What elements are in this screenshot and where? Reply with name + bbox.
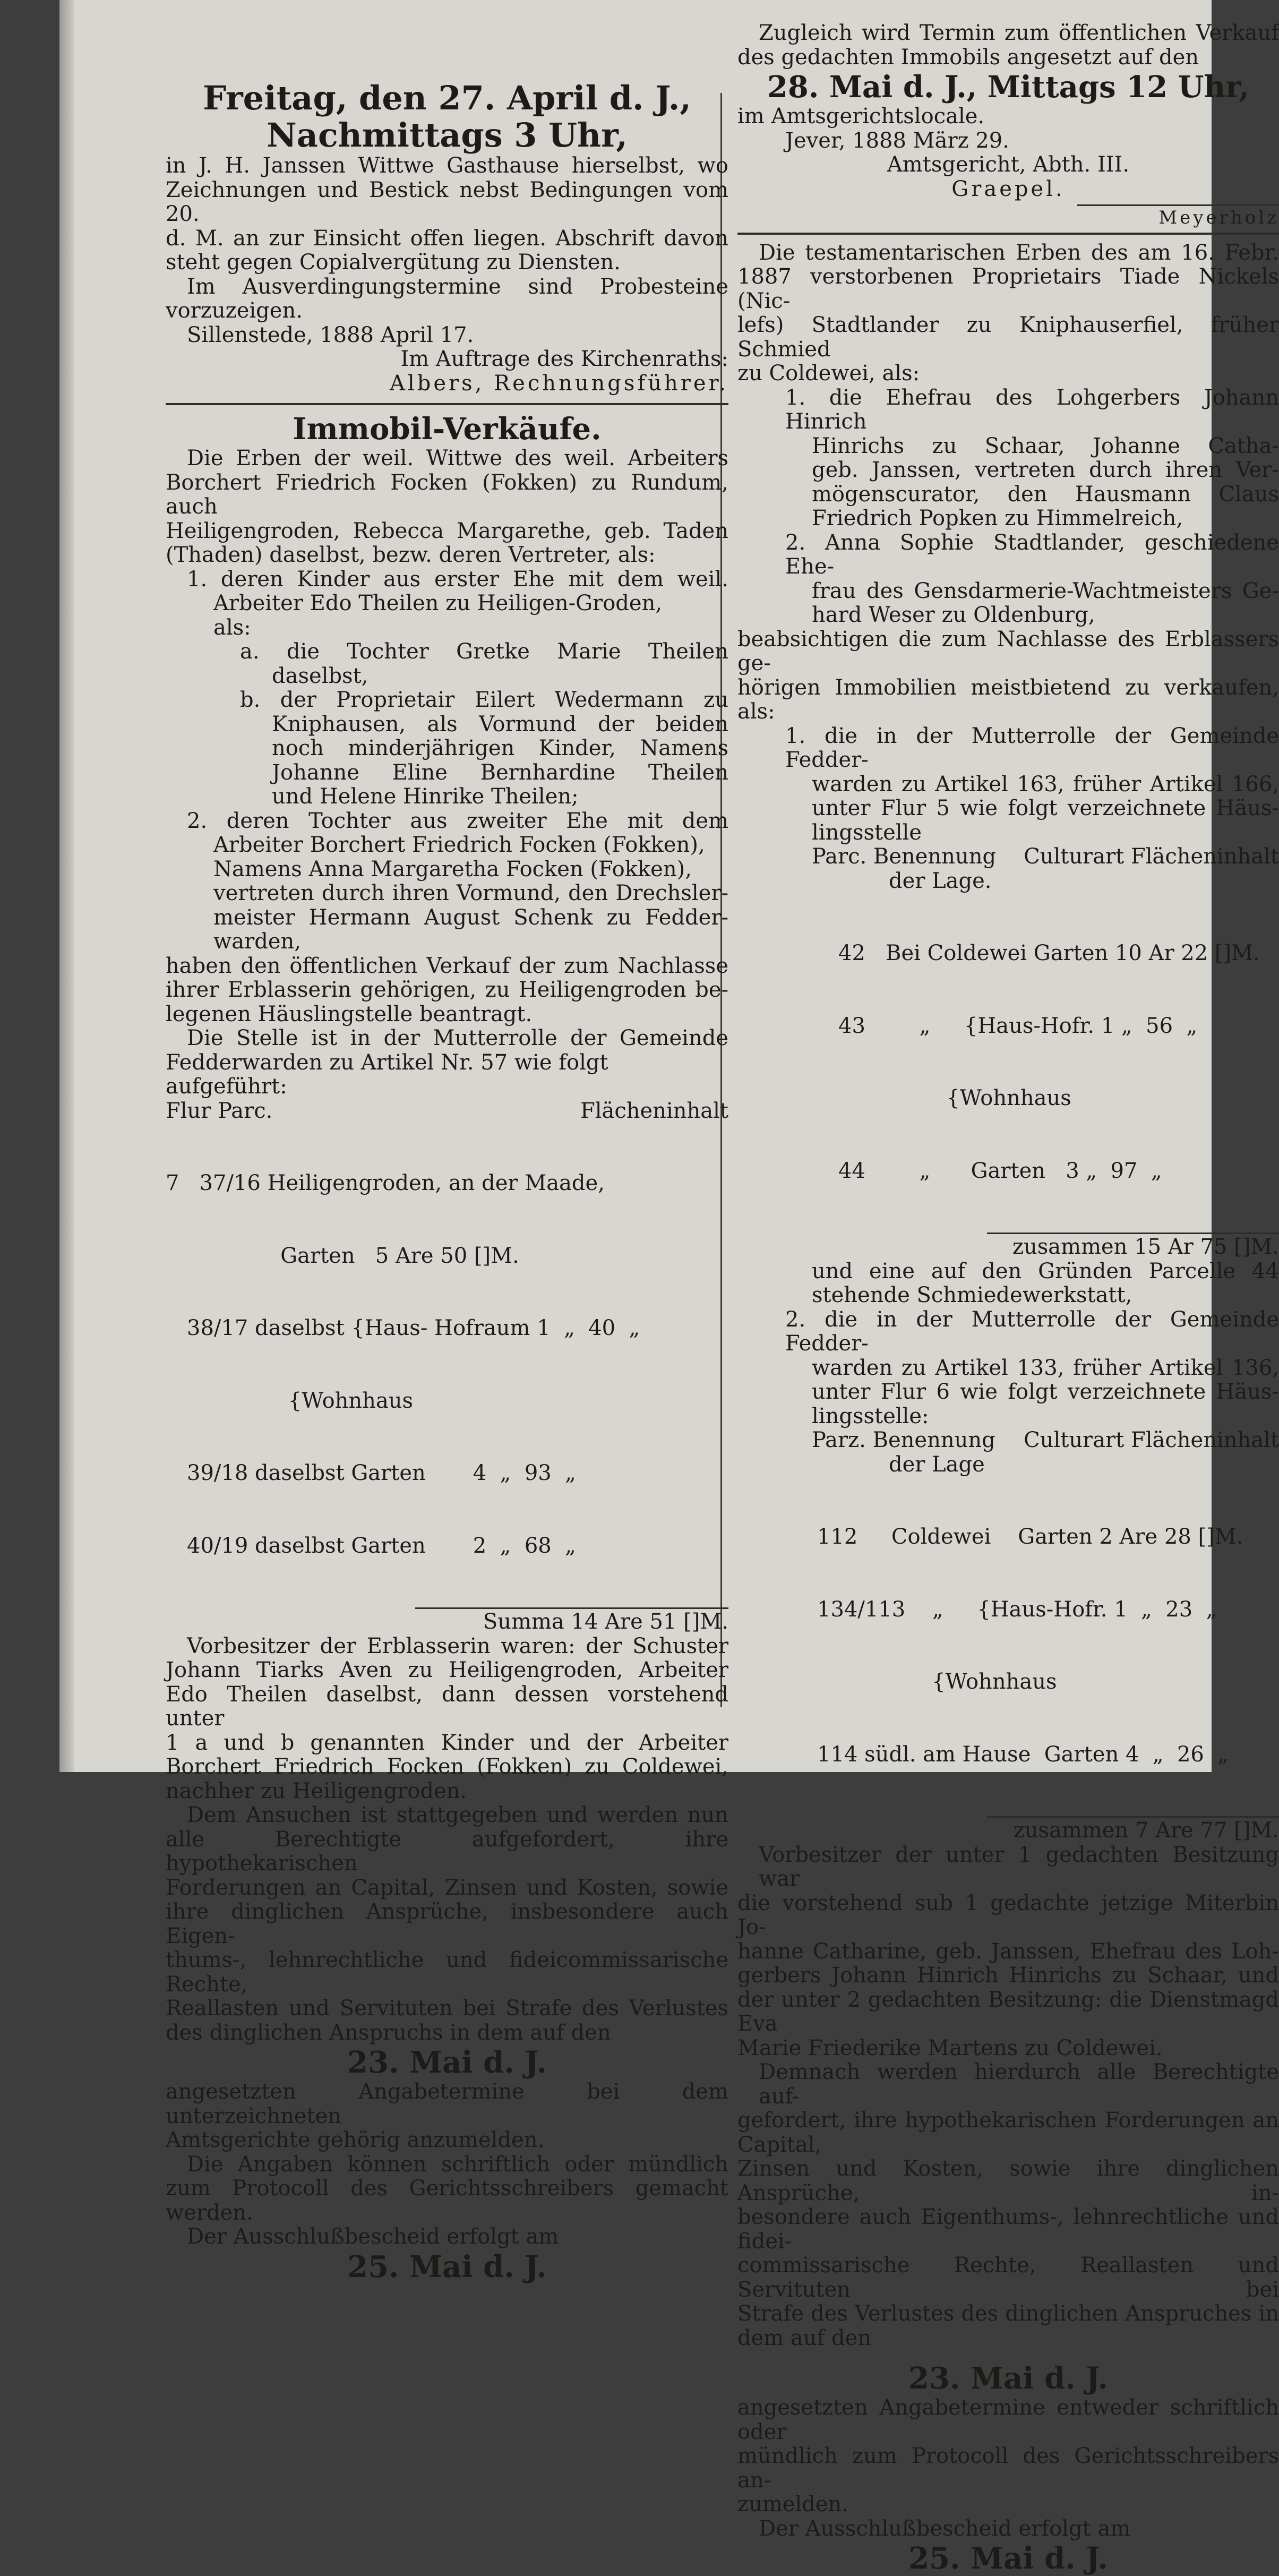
text-line: Vorbesitzer der unter 1 gedachten Besitzung war [759,1842,1279,1891]
signature: Albers, Rechnungsführer. [390,371,728,396]
table-row: 40/19 daselbst Garten 2 „ 68 „ [187,1533,576,1558]
text-line: warden zu Artikel 133, früher Artikel 136, [812,1355,1279,1380]
text-line: Borchert Friedrich Focken (Fokken) zu Coldewei, [166,1755,728,1779]
text-line: warden zu Artikel 163, früher Artikel 166, [812,772,1279,797]
table-row: 134/113 „ {Haus-Hofr. 1 „ 23 „ [817,1597,1217,1622]
header-area: Flächeninhalt [580,1098,728,1123]
table1-sum: zusammen 15 Ar 75 []M. [1012,1235,1279,1259]
heir-item-1 [737,386,1279,531]
text-line: Zugleich wird Termin zum öffentlichen Verkauf [759,21,1279,45]
text-line: 2. Anna Sophie Stadtlander, geschiedene Ehe- [785,530,1279,579]
text-line: Die Erben der weil. Wittwe des weil. Arbeiters [187,446,728,470]
request-paragraph [166,954,728,1099]
heirs-paragraph [737,241,1279,386]
header-location: der Lage [889,1452,985,1477]
header-location: der Lage. [889,868,992,893]
text-line: lingsstelle: [812,1403,929,1428]
intent-paragraph [737,628,1279,724]
text-line: Forderungen an Capital, Zinsen und Kosten, sowie [166,1875,728,1900]
heir-item-2 [166,809,728,954]
text-line: Fedderwarden zu Artikel Nr. 57 wie folgt aufgeführt: [166,1050,608,1099]
heir-item-2 [737,531,1279,628]
table-row: {Wohnhaus [817,1670,1057,1694]
decision-date: 25. Mai d. J. [908,2541,1108,2576]
text-line: d. M. an zur Einsicht offen liegen. Abschrift davon [166,226,728,251]
text-line: lingsstelle [812,820,922,845]
text-line: hörigen Immobilien meistbietend zu verkaufen, als: [737,675,1279,724]
text-line: alle Berechtigte aufgefordert, ihre hypothekarischen [166,1827,728,1876]
text-line: 1. die in der Mutterrolle der Gemeinde Fedder- [785,723,1279,772]
text-line: Kniphausen, als Vormund der beiden [272,712,728,737]
header-parc: Parc. Benennung [812,844,997,869]
auction-date-heading: Freitag, den 27. April d. J., [203,79,691,117]
text-line: unter Flur 5 wie folgt verzeichnete Häus- [812,796,1279,820]
text-line: unter Flur 6 wie folgt verzeichnete Häus- [812,1380,1279,1404]
text-line: angesetzten Angabetermine entweder schriftlich oder [737,2395,1279,2444]
table2-header [737,1428,1279,1453]
text-line: 1. deren Kinder aus erster Ehe mit dem weil. [187,567,728,592]
text-line: Zeichnungen und Bestick nebst Bedingungen vom 20. [166,177,728,226]
text-line: Strafe des Verlustes des dinglichen Anspruches in [737,2301,1279,2326]
table-row: 114 südl. am Hause Garten 4 „ 26 „ [817,1742,1229,1767]
text-line: des gedachten Immobils angesetzt auf den [737,45,1199,70]
intro-paragraph [166,447,728,568]
place-date: Sillenstede, 1888 April 17. [187,322,474,347]
sum-rule [987,1233,1279,1234]
text-line: meister Hermann August Schenk zu Fedder- [213,905,728,930]
text-line: lefs) Stadtlander zu Kniphauserfiel, früher Schmied [737,313,1279,362]
newspaper-page [59,0,1279,2576]
header-culture: Culturart Flächeninhalt [1024,1428,1279,1452]
table2 [737,1477,1279,1815]
place-date: Jever, 1888 März 29. [785,128,1009,153]
text-line: zu Coldewei, als: [737,361,920,386]
text-line: in J. H. Janssen Wittwe Gasthause hierselbst, wo [166,153,728,178]
text-line: hanne Catharine, geb. Janssen, Ehefrau des Loh- [737,1939,1279,1964]
deadline-date: 23. Mai d. J. [347,2045,547,2080]
text-line: 1887 verstorbenen Proprietairs Tiade Nickels (Nic- [737,264,1279,313]
text-line: und eine auf den Gründen Parcelle 44 [812,1259,1279,1283]
table-row: 42 Bei Coldewei Garten 10 Ar 22 []M. [838,941,1260,965]
table1 [737,893,1279,1231]
text-line: Zinsen und Kosten, sowie ihre dinglichen Ansprüche, in- [737,2156,1279,2205]
page-spine [59,0,74,1772]
decision-date: 25. Mai d. J. [347,2249,547,2284]
right-column [737,21,1279,2576]
owners-paragraph [737,1843,1279,2351]
table-row: {Wohnhaus [838,1086,1071,1110]
text-line: Namens Anna Margaretha Focken (Fokken), [213,857,692,882]
place-tag: Meyerholz [1158,207,1279,228]
text-line: Im Ausverdingungstermine sind Probesteine [187,274,728,299]
court-name: Amtsgericht, Abth. III. [887,152,1130,177]
text-line: legenen Häuslingstelle beantragt. [166,1002,533,1026]
text-line: 1 a und b genannten Kinder und der Arbeiter [166,1730,728,1755]
sum-rule [415,1607,728,1609]
parcel-table-header [166,1099,728,1124]
text-line: mögenscurator, den Hausmann Claus [812,482,1279,507]
text-line: warden, [213,929,301,954]
text-line: Die Angaben können schriftlich oder mündlich [187,2152,728,2177]
property-item-1 [737,724,1279,845]
text-line: Arbeiter Edo Theilen zu Heiligen-Groden, [213,591,663,615]
text-line: 1. die Ehefrau des Lohgerbers Johann Hinrich [785,385,1279,434]
text-line: Heiligengroden, Rebecca Margarethe, geb. Taden [166,518,728,543]
text-line: Vorbesitzer der Erblasserin waren: der Schuster [187,1633,728,1658]
text-line: steht gegen Copialvergütung zu Diensten. [166,250,621,275]
text-line: stehende Schmiedewerkstatt, [812,1283,1132,1307]
heir-item-1b [166,688,728,809]
text-line: Johanne Eline Bernhardine Theilen [272,760,728,785]
deadline-date: 23. Mai d. J. [908,2361,1108,2396]
section-title: Immobil-Verkäufe. [293,412,602,447]
text-line: gefordert, ihre hypothekarischen Forderungen an Capital, [737,2108,1279,2157]
section-rule [166,403,728,405]
table-sum: Summa 14 Are 51 []M. [483,1610,728,1634]
table-row: 44 „ Garten 3 „ 97 „ [838,1158,1162,1183]
text-line: b. der Proprietair Eilert Wedermann zu [240,688,728,712]
table1-header [737,845,1279,869]
text-line: dem auf den [737,2325,872,2350]
text-line: thums-, lehnrechtliche und fideicommissarische Rechte, [166,1948,728,1997]
text-line: a. die Tochter Gretke Marie Theilen [240,639,728,664]
text-line: und Helene Hinrike Theilen; [272,784,579,809]
text-line: zum Protocoll des Gerichtsschreibers gemacht werden. [166,2176,728,2225]
header-flur-parc: Flur Parc. [166,1098,273,1123]
text-line: Hinrichs zu Schaar, Johanne Catha- [812,433,1279,458]
text-line: Marie Friederike Martens zu Coldewei. [737,2035,1163,2060]
text-line: Die testamentarischen Erben des am 16. Febr. [759,240,1279,265]
signature: Graepel. [951,176,1065,201]
text-line: Johann Tiarks Aven zu Heiligengroden, Arbeiter [166,1658,728,1682]
property-item-2 [737,1308,1279,1429]
filing-paragraph [737,2396,1279,2541]
notice-paragraph [166,154,728,323]
sum-rule [987,1816,1279,1818]
header-parz: Parz. Benennung [812,1428,995,1452]
left-column [166,80,728,2284]
text-line: beabsichtigen die zum Nachlasse des Erblassers ge- [737,627,1279,675]
table-row: 7 37/16 Heiligengroden, an der Maade, [166,1171,605,1195]
table-row: 38/17 daselbst {Haus- Hofraum 1 „ 40 „ [187,1316,640,1340]
owners-paragraph [166,1634,728,2046]
table-row: 39/18 daselbst Garten 4 „ 93 „ [187,1461,576,1485]
header-culture: Culturart Flächeninhalt [1024,844,1279,869]
heir-item-1 [166,568,728,640]
text-line: mündlich zum Protocoll des Gerichtsschreibers an- [737,2444,1279,2493]
text-line: Der Ausschlußbescheid erfolgt am [187,2224,559,2249]
text-line: Reallasten und Servituten bei Strafe des Verlustes [166,1996,728,2021]
text-line: Demnach werden hierdurch alle Berechtigte auf- [759,2060,1279,2109]
text-line: als: [213,615,251,640]
text-line: 2. die in der Mutterrolle der Gemeinde Fedder- [785,1307,1279,1356]
text-line: Amtsgerichte gehörig anzumelden. [166,2128,545,2152]
text-line: gerbers Johann Hinrich Hinrichs zu Schaar, und [737,1963,1279,1988]
heir-item-1a [166,640,728,688]
table-row: 112 Coldewei Garten 2 Are 28 []M. [817,1525,1243,1549]
text-line: Dem Ansuchen ist stattgegeben und werden nun [187,1803,728,1827]
text-line: nachher zu Heiligengroden. [166,1778,467,1803]
filing-paragraph [166,2080,728,2249]
text-line: Friedrich Popken zu Himmelreich, [812,506,1183,530]
text-line: zumelden. [737,2492,848,2517]
table-row: {Wohnhaus [187,1388,414,1413]
text-line: Die Stelle ist in der Mutterrolle der Gemeinde [187,1026,728,1050]
text-line: besondere auch Eigenthums-, lehnrechtliche und fidei- [737,2205,1279,2254]
text-line: Borchert Friedrich Focken (Fokken) zu Rundum, auch [166,470,728,519]
text-line: Edo Theilen daselbst, dann dessen vorstehend unter [166,1682,728,1731]
text-line: hard Weser zu Oldenburg, [812,603,1095,627]
text-line: geb. Janssen, vertreten durch ihren Ver- [812,458,1279,482]
text-line: commissarische Rechte, Reallasten und Servituten bei [737,2253,1279,2302]
table2-sum: zusammen 7 Are 77 []M. [1013,1818,1279,1843]
section-rule [737,233,1279,235]
text-line: vorzuzeigen. [166,298,303,323]
text-line: des dinglichen Anspruchs in dem auf den [166,2020,611,2045]
text-line: (Thaden) daselbst, bezw. deren Vertreter, als: [166,543,656,567]
parcel-table [166,1123,728,1606]
text-line: haben den öffentlichen Verkauf der zum Nachlasse [166,953,728,978]
text-line: frau des Gensdarmerie-Wachtmeisters Ge- [812,578,1279,603]
text-line: angesetzten Angabetermine bei dem unterzeichneten [166,2079,728,2128]
text-line: die vorstehend sub 1 gedachte jetzige Miterbin Jo- [737,1890,1279,1939]
table-row: Garten 5 Are 50 []M. [166,1243,519,1268]
text-line: 2. deren Tochter aus zweiter Ehe mit dem [187,808,728,833]
text-line: der unter 2 gedachten Besitzung: die Dienstmagd Eva [737,1987,1279,2036]
sale-date-heading: 28. Mai d. J., Mittags 12 Uhr, [767,70,1250,105]
text-line: daselbst, [272,663,368,688]
commission-line: Im Auftrage des Kirchenraths: [400,347,728,371]
text-line: ihre dinglichen Ansprüche, insbesondere auch Eigen- [166,1899,728,1948]
text-line: Arbeiter Borchert Friedrich Focken (Fokken), [213,833,705,857]
text-line: noch minderjährigen Kinder, Namens [272,736,728,760]
text-line: Der Ausschlußbescheid erfolgt am [759,2516,1131,2541]
text-line: ihrer Erblasserin gehörigen, zu Heiligengroden be- [166,978,728,1002]
text-line: vertreten durch ihren Vormund, den Drechsler- [213,881,728,905]
auction-time-heading: Nachmittags 3 Uhr, [267,116,628,155]
table-row: 43 „ {Haus-Hofr. 1 „ 56 „ [838,1013,1198,1038]
text-line: im Amtsgerichtslocale. [737,104,985,129]
